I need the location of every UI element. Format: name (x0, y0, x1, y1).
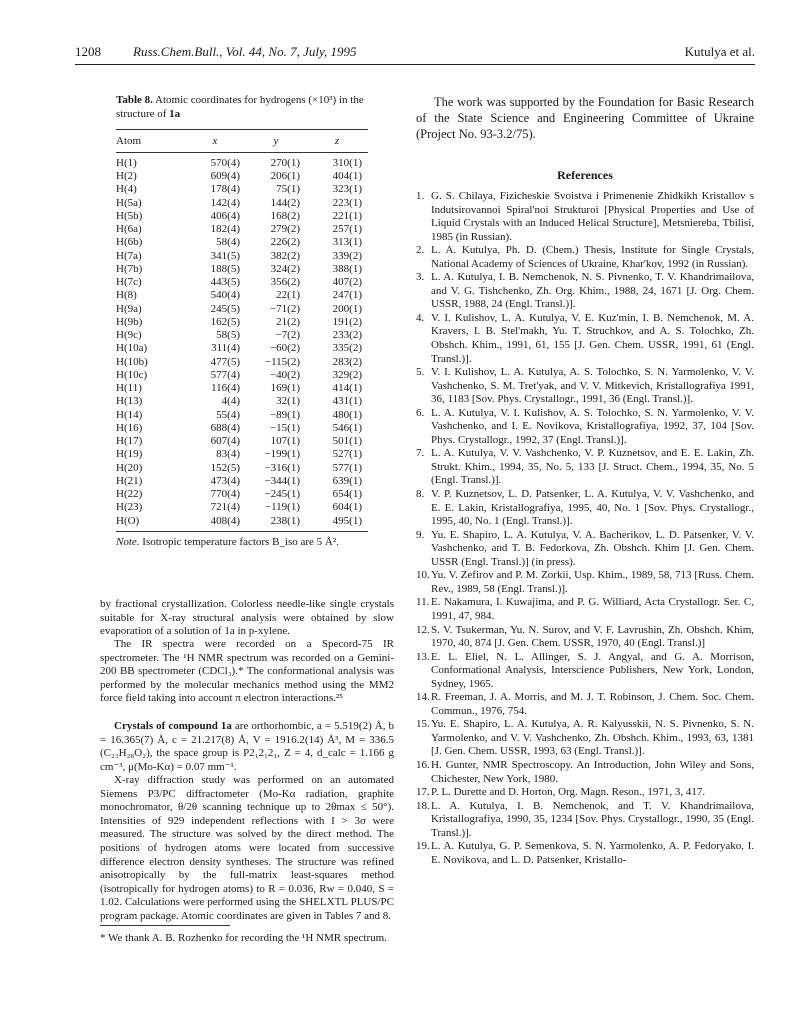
cell-x: 607(4) (210, 435, 240, 448)
coordinates-table (116, 129, 368, 532)
cell-z: 223(1) (332, 196, 362, 209)
cell-x: 311(4) (211, 342, 240, 355)
cell-z: 527(1) (332, 448, 362, 461)
cell-x: 116(4) (211, 382, 240, 395)
cell-atom: H(20) (116, 461, 143, 474)
table-row (116, 170, 368, 183)
reference-item (416, 691, 754, 718)
cell-z: 191(2) (332, 315, 362, 328)
cell-x: 540(4) (210, 289, 240, 302)
cell-y: −119(1) (264, 501, 300, 514)
cell-y: 226(2) (270, 236, 300, 249)
table-row (116, 515, 368, 532)
cell-x: 477(5) (210, 355, 240, 368)
reference-number: 19. (416, 840, 430, 853)
cell-x: 473(4) (210, 474, 240, 487)
cell-z: 639(1) (332, 474, 362, 487)
cell-z: 501(1) (332, 435, 362, 448)
cell-y: −344(1) (264, 474, 300, 487)
cell-atom: H(7b) (116, 262, 143, 275)
table-row (116, 183, 368, 196)
reference-item (416, 800, 754, 841)
reference-text: L. A. Kutulya, Ph. D. (Chem.) Thesis, Institute for Single Crystals, National Academy of Sciences of Ukraine, Khar'kov, 1992 (in Russian). (431, 244, 754, 270)
cell-z: 329(2) (332, 368, 362, 381)
reference-item (416, 244, 754, 271)
reference-text: L. A. Kutulya, V. V. Vashchenko, V. P. Kuznetsov, and E. E. Lakin, Zh. Strukt. Khim., 1994, 35, No. 5, 133 [J. Struct. Chem., 1994, 35, No. 5 (Engl. Transl.)]. (431, 447, 754, 487)
cell-y: −7(2) (275, 329, 300, 342)
table-row (116, 409, 368, 422)
table-caption (116, 94, 366, 121)
reference-item (416, 840, 754, 867)
reference-number: 2. (416, 244, 425, 257)
cell-z: 247(1) (332, 289, 362, 302)
column-header-z: z (334, 135, 340, 148)
cell-atom: H(13) (116, 395, 143, 408)
table-row (116, 303, 368, 316)
reference-text: P. L. Durette and D. Horton, Org. Magn. Reson., 1971, 3, 417. (431, 786, 706, 799)
cell-y: 270(1) (270, 156, 300, 169)
cell-y: −60(2) (269, 342, 300, 355)
cell-z: 257(1) (332, 223, 362, 236)
table-row (116, 435, 368, 448)
cell-x: 58(5) (216, 329, 240, 342)
cell-x: 406(4) (210, 209, 240, 222)
reference-item (416, 407, 754, 448)
table-row (116, 210, 368, 223)
cell-x: 152(5) (210, 461, 240, 474)
cell-x: 577(4) (210, 368, 240, 381)
cell-atom: H(6a) (116, 223, 142, 236)
journal-citation: Russ.Chem.Bull., Vol. 44, No. 7, July, 1995 (133, 44, 357, 59)
cell-x: 182(4) (210, 223, 240, 236)
reference-number: 18. (416, 799, 430, 812)
cell-z: 310(1) (332, 156, 362, 169)
references-heading: References (557, 168, 613, 182)
reference-item (416, 569, 754, 596)
cell-x: 570(4) (210, 156, 240, 169)
footnote: * We thank A. B. Rozhenko for recording the ¹H NMR spectrum. (100, 932, 387, 944)
reference-number: 1. (416, 190, 425, 202)
cell-z: 221(1) (332, 209, 362, 222)
cell-y: −89(1) (269, 408, 300, 421)
table-row (116, 329, 368, 342)
table-row (116, 501, 368, 514)
reference-number: 10. (416, 569, 430, 582)
reference-number: 11. (416, 596, 430, 609)
table-row (116, 197, 368, 210)
cell-atom: H(16) (116, 421, 143, 434)
paragraph-spectra: The IR spectra were recorded on a Specord-75 IR spectrometer. The ¹H NMR spectrum was recorded on a Gemini-200 BB spectrometer (CDCl₃).* The conformational analysis was performed by the molecular mechanics method using the MM2 force field taking into account π electron interactions.²⁵ (100, 638, 394, 705)
paragraph-xray: X-ray diffraction study was performed on an automated Siemens P3/PC diffractometer (Mo-Kα radiation, graphite monochromator, θ/2θ scanning technique up to 2θmax ≤ 50°). Intensities of 929 independent reflections with I > 3σ were measured. The structure was solved by the direct method. The positions of hydrogen atoms were located from successive difference electron density syntheses. The structure was refined anisotropically by the full-matrix least-squares method (isotropically for hydrogen atoms) to R = 0.036, Rw = 0.040, S = 1.02. Calculations were performed using the SHELXTL PLUS/PC program package. Atomic coordinates are given in Tables 7 and 8. (100, 774, 394, 922)
acknowledgement: The work was supported by the Foundation for Basic Research of the State Science and Engineering Committee of Ukraine (Project No. 93-3.2/75). (416, 95, 754, 141)
reference-number: 7. (416, 447, 425, 460)
footnote-rule (100, 925, 230, 926)
cell-atom: H(17) (116, 435, 143, 448)
reference-text: L. A. Kutulya, I. B. Nemchenok, N. S. Pivnenko, T. V. Khandrimailova, and V. G. Tishchenko, Zh. Org. Khim., 1988, 24, 1671 [J. Org. Chem. USSR, 1988, 24 (Engl. Transl.)]. (431, 271, 754, 311)
table-row (116, 369, 368, 382)
cell-atom: H(O) (116, 514, 140, 527)
cell-x: 55(4) (216, 408, 240, 421)
table-body (116, 152, 368, 531)
cell-x: 341(5) (210, 249, 240, 262)
table-row (116, 448, 368, 461)
cell-z: 431(1) (332, 395, 362, 408)
cell-y: −40(2) (269, 368, 300, 381)
cell-y: −115(2) (264, 355, 300, 368)
reference-text: Yu. E. Shapiro, L. A. Kutulya, V. A. Bacherikov, L. D. Patsenker, V. V. Vashchenko, and T. B. Fedorkova, Zh. Obshch. Khim [J. Gen. Chem. USSR (Engl. Transl.)] (in press). (431, 528, 754, 568)
reference-text: H. Gunter, NMR Spectroscopy. An Introduction, John Wiley and Sons, Chichester, New York, 1980. (431, 758, 754, 785)
table-row (116, 316, 368, 329)
reference-text: Yu. V. Zefirov and P. M. Zorkii, Usp. Khim., 1989, 58, 713 [Russ. Chem. Rev., 1989, 58 (Engl. Transl.)]. (431, 569, 754, 595)
cell-y: 107(1) (270, 435, 300, 448)
cell-y: 169(1) (270, 382, 300, 395)
reference-item (416, 488, 754, 529)
cell-atom: H(7c) (116, 276, 142, 289)
cell-x: 178(4) (210, 183, 240, 196)
cell-y: 206(1) (270, 170, 300, 183)
cell-x: 83(4) (216, 448, 240, 461)
reference-number: 3. (416, 271, 425, 284)
cell-atom: H(7a) (116, 249, 142, 262)
running-header (75, 42, 755, 65)
table-row (116, 289, 368, 302)
crystal-data-heading: Crystals of compound 1a (114, 720, 232, 732)
reference-number: 16. (416, 758, 430, 771)
cell-x: 142(4) (210, 196, 240, 209)
page-number: 1208 (75, 44, 101, 59)
cell-z: 654(1) (332, 488, 362, 501)
table-label: Table 8. (116, 94, 153, 106)
cell-y: 382(2) (270, 249, 300, 262)
table-row (116, 382, 368, 395)
cell-z: 604(1) (332, 501, 362, 514)
reference-number: 9. (416, 528, 425, 541)
table-caption-text: Atomic coordinates for hydrogens (×10³) in the structure of (116, 94, 364, 120)
cell-y: 22(1) (276, 289, 300, 302)
paragraph-crystal-data (100, 720, 394, 774)
reference-item (416, 190, 754, 244)
reference-item (416, 651, 754, 692)
cell-atom: H(5a) (116, 196, 142, 209)
cell-z: 233(2) (332, 329, 362, 342)
cell-atom: H(10b) (116, 355, 148, 368)
cell-z: 335(2) (332, 342, 362, 355)
cell-atom: H(21) (116, 474, 143, 487)
table-row (116, 250, 368, 263)
cell-z: 313(1) (332, 236, 362, 249)
cell-x: 408(4) (210, 514, 240, 527)
table-row (116, 422, 368, 435)
cell-x: 58(4) (216, 236, 240, 249)
cell-atom: H(9a) (116, 302, 142, 315)
cell-x: 245(5) (210, 302, 240, 315)
reference-number: 6. (416, 406, 425, 419)
column-header-atom: Atom (116, 135, 142, 148)
cell-x: 162(5) (210, 315, 240, 328)
references-list (416, 190, 754, 867)
cell-y: −15(1) (269, 421, 300, 434)
cell-x: 188(5) (210, 262, 240, 275)
cell-atom: H(6b) (116, 236, 143, 249)
cell-y: 168(2) (270, 209, 300, 222)
table-note-text: Isotropic temperature factors B_iso are 5 Å². (142, 535, 339, 548)
cell-y: 32(1) (276, 395, 300, 408)
reference-number: 8. (416, 488, 425, 501)
table-row (116, 475, 368, 488)
cell-x: 721(4) (210, 501, 240, 514)
cell-x: 688(4) (210, 421, 240, 434)
reference-text: V. I. Kulishov, L. A. Kutulya, A. S. Tolochko, S. N. Yarmolenko, V. V. Vashchenko, S. M. Tret'yak, and V. V. Mitkevich, Kristallografiya 1991, 36, 1183 [Sov. Phys. Crystallogr., 1991, 36 (Engl. Transl.)]. (431, 366, 754, 406)
cell-z: 339(2) (332, 249, 362, 262)
cell-y: −245(1) (264, 488, 300, 501)
table-row (116, 276, 368, 289)
reference-item (416, 786, 754, 800)
reference-text: Yu. E. Shapiro, L. A. Kutulya, A. R. Kalyusskii, N. S. Pivnenko, S. N. Yarmolenko, and V. V. Vashchenko, Zh. Obshch. Khim., 1993, 63, 1381 [J. Gen. Chem. USSR, 1993, 63 (Engl. Transl.)]. (431, 718, 754, 758)
reference-text: L. A. Kutulya, G. P. Semenkova, S. N. Yarmolenko, A. P. Fedoryako, I. E. Novikova, and L. D. Patsenker, Kristallo- (431, 840, 754, 866)
reference-number: 4. (416, 311, 425, 324)
cell-y: 144(2) (270, 196, 300, 209)
cell-x: 770(4) (210, 488, 240, 501)
reference-item (416, 366, 754, 407)
cell-atom: H(10c) (116, 368, 148, 381)
cell-z: 546(1) (332, 421, 362, 434)
cell-z: 404(1) (332, 170, 362, 183)
reference-number: 17. (416, 786, 430, 799)
reference-number: 5. (416, 366, 425, 379)
reference-text: G. S. Chilaya, Fizicheskie Svoistva i Primenenie Zhidkikh Kristallov s Indutsirovannoi Spiral'noi Strukturoi [Physical Properties and Use of Liquid Crystals with an Induced Helical Structure], Metsniereba, Tbilisi, 1985 (in Russian). (431, 190, 754, 243)
reference-text: S. V. Tsukerman, Yu. N. Surov, and V. F. Lavrushin, Zh. Obshch. Khim, 1970, 40, 874 [J. Gen. Chem. USSR, 1970, 40 (Engl. Transl.)] (431, 623, 754, 650)
cell-atom: H(2) (116, 170, 137, 183)
reference-item (416, 529, 754, 570)
cell-atom: H(4) (116, 183, 137, 196)
cell-x: 443(5) (210, 276, 240, 289)
table-row (116, 342, 368, 355)
left-column (100, 94, 394, 549)
reference-item (416, 447, 754, 488)
table-row (116, 395, 368, 408)
cell-y: 21(2) (276, 315, 300, 328)
reference-text: E. L. Eliel, N. L. Allinger, S. J. Angyal, and G. A. Morrison, Conformational Analysis, Interscience Publishers, New York, London, Sydney, 1965. (431, 650, 754, 690)
table-row (116, 152, 368, 170)
column-header-x: x (212, 135, 218, 148)
reference-item (416, 718, 754, 759)
cell-atom: H(9b) (116, 315, 143, 328)
reference-item (416, 312, 754, 366)
reference-text: R. Freeman, J. A. Morris, and M. J. T. Robinson, J. Chem. Soc. Chem. Commun., 1976, 754. (431, 691, 754, 717)
crystal-data-text: are orthorhombic, a = 5.519(2) Å, b = 16.365(7) Å, c = 21.217(8) Å, V = 1916.2(14) Å³, M = 336.5 (C₂₃H₂₈O₂), the space group is P2₁2₁2₁, Z = 4, d_calc = 1.166 g cm⁻³, μ(Mo-Kα) = 0.07 mm⁻¹. (100, 720, 394, 773)
cell-z: 388(1) (332, 262, 362, 275)
cell-y: −199(1) (264, 448, 300, 461)
cell-atom: H(23) (116, 501, 143, 514)
reference-item (416, 271, 754, 312)
cell-z: 200(1) (332, 302, 362, 315)
table-row (116, 462, 368, 475)
cell-z: 407(2) (332, 276, 362, 289)
cell-z: 283(2) (332, 355, 362, 368)
cell-z: 495(1) (332, 514, 362, 527)
cell-atom: H(8) (116, 289, 137, 302)
cell-y: −316(1) (264, 461, 300, 474)
reference-text: V. P. Kuznetsov, L. D. Patsenker, L. A. Kutulya, V. V. Vashchenko, and E. E. Lakin, Kristallografiya, 1995, 40, No. 1 [Sov. Phys. Crystallogr., 1995, 40, No. 1 (Engl. Transl.)]. (431, 488, 754, 528)
reference-text: L. A. Kutulya, I. B. Nemchenok, and T. V. Khandrimailova, Kristallografiya, 1990, 35, 1234 [Sov. Phys. Crystallogr., 1990, 35 (Engl. Transl.)]. (431, 799, 754, 839)
cell-y: 75(1) (276, 183, 300, 196)
cell-atom: H(22) (116, 488, 143, 501)
cell-atom: H(19) (116, 448, 143, 461)
reference-text: L. A. Kutulya, V. I. Kulishov, A. S. Tolochko, S. N. Yarmolenko, V. V. Vashchenko, and I. E. Novikova, Kristallografiya, 1992, 37, 104 [Sov. Phys. Crystallogr., 1992, 37 (Engl. Transl.)]. (431, 406, 754, 446)
cell-x: 609(4) (210, 170, 240, 183)
column-header-y: y (273, 135, 279, 148)
table-row (116, 356, 368, 369)
table-compound: 1a (169, 107, 181, 120)
cell-atom: H(11) (116, 382, 142, 395)
table-row (116, 263, 368, 276)
cell-atom: H(14) (116, 408, 143, 421)
table-row (116, 236, 368, 249)
cell-y: 356(2) (270, 276, 300, 289)
reference-number: 15. (416, 718, 430, 731)
reference-number: 12. (416, 623, 430, 636)
cell-atom: H(1) (116, 156, 137, 169)
cell-x: 4(4) (221, 395, 240, 408)
cell-z: 323(1) (332, 183, 362, 196)
running-authors: Kutulya et al. (684, 44, 755, 59)
cell-atom: H(5b) (116, 209, 143, 222)
cell-y: 324(2) (270, 262, 300, 275)
table-note-label: Note. (116, 535, 140, 548)
cell-z: 577(1) (332, 461, 362, 474)
cell-z: 414(1) (332, 382, 362, 395)
reference-number: 13. (416, 650, 430, 663)
reference-text: V. I. Kulishov, L. A. Kutulya, V. E. Kuz'min, I. B. Nemchenok, M. A. Kravers, I. B. Stel'makh, Yu. T. Struchkov, and A. S. Tolochko, Zh. Obshch. Khim., 1991, 61, 155 [J. Gen. Chem. USSR, 1991, 61 (Engl. Transl.)]. (431, 311, 754, 365)
reference-item (416, 759, 754, 786)
cell-atom: H(10a) (116, 342, 148, 355)
cell-y: −71(2) (269, 302, 300, 315)
cell-y: 279(2) (270, 223, 300, 236)
cell-atom: H(9c) (116, 329, 142, 342)
cell-y: 238(1) (270, 514, 300, 527)
table-row (116, 488, 368, 501)
table-header-row (116, 130, 368, 153)
table-row (116, 223, 368, 236)
paragraph-crystallization: by fractional crystallization. Colorless needle-like single crystals suitable for X-ray structural analysis were obtained by slow evaporation of a solution of 1a in p-xylene. (100, 598, 394, 638)
reference-item (416, 596, 754, 623)
table-note (116, 536, 394, 550)
reference-item (416, 624, 754, 651)
reference-number: 14. (416, 691, 430, 704)
cell-z: 480(1) (332, 408, 362, 421)
reference-text: E. Nakamura, I. Kuwajima, and P. G. Williard, Acta Crystallogr. Ser. C, 1991, 47, 984. (431, 596, 754, 622)
